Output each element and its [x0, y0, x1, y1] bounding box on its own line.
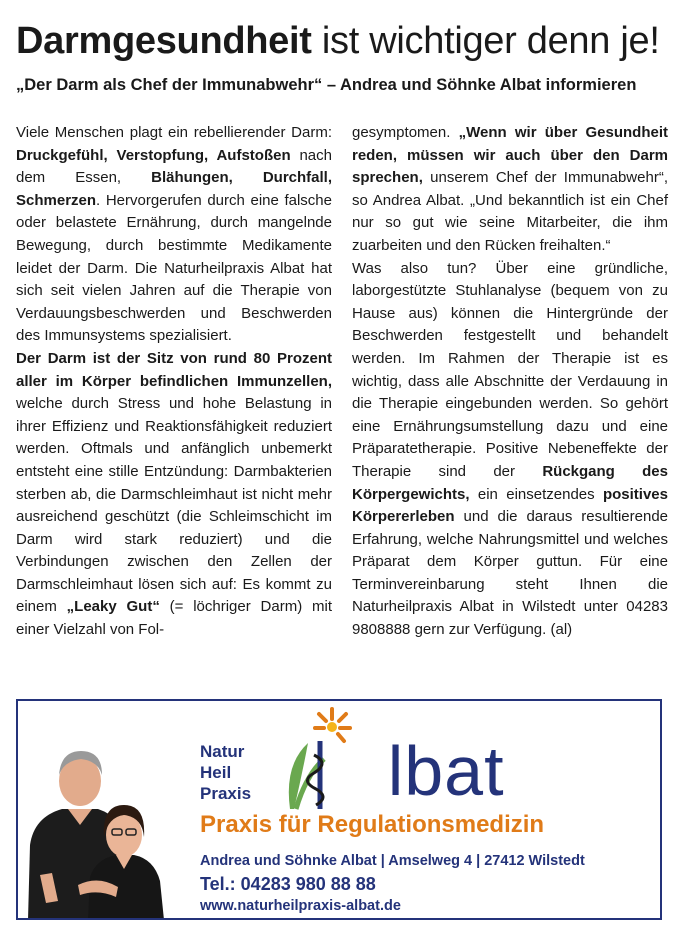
logo-word: lbat	[387, 732, 505, 810]
advertisement-box	[16, 699, 662, 920]
text: nach dem Essen,	[16, 146, 332, 187]
bold-text: „Wenn wir über Gesundheit reden, müssen wir auch über den Darm sprechen,	[352, 124, 669, 187]
logo-word: Natur	[200, 742, 245, 761]
text: gesymptomen.	[352, 124, 459, 141]
article-title	[16, 18, 676, 64]
practitioners-photo	[18, 725, 186, 920]
paragraph	[16, 122, 332, 348]
column-left	[16, 122, 332, 642]
bold-text: Rückgang des Körpergewichts,	[352, 462, 668, 503]
text: ein einsetzendes	[469, 485, 603, 503]
text: welche durch Stress und hohe Belastung in ihrer Effizienz und Reaktionsfähigkeit reduziert werden. Oftmals und anfänglich unbemerkt entsteht eine stille Entzündung: Darmbakterien sterben ab, die Darmschleimhaut ist nicht mehr ausreichend geschützt (die Schleimschicht im Darm wird stark reduziert) und die Verbindungen zwischen den Zellen der Darmschleimhaut lösen sich auf: Es kommt zu einem	[16, 395, 332, 616]
title-bold: Darmgesundheit	[16, 20, 312, 62]
text: Was also tun? Über eine gründliche, laborgestützte Stuhlanalyse (bequem von zu Hause aus) können die Hintergründe der Beschwerden festgestellt und behandelt werden. Im Rahmen der Therapie ist es wichtig, dass alle Abschnitte der Verdauung in die Therapie eingebunden werden. So gehört eine Ernährungsumstellung dazu und eine Präparatetherapie. Positive Nebeneffekte der Therapie sind der	[352, 259, 668, 480]
logo-word: Praxis	[200, 784, 252, 803]
paragraph	[16, 348, 332, 642]
logo-natur-heil-praxis	[200, 741, 251, 804]
logo-albat	[340, 731, 505, 811]
logo-word: Heil	[200, 763, 232, 782]
bold-text: Blähungen, Durchfall, Schmerzen	[16, 169, 333, 209]
bold-text: „Leaky Gut“	[66, 598, 160, 616]
bold-text: Druckgefühl, Verstopfung, Aufstoßen	[16, 146, 291, 164]
text: unserem Chef der Immunabwehr“, so Andrea Albat. „Und bekanntlich ist ein Chef nur so gut wie seine Mitarbeiter, die ihm zuarbeiten und den Rücken freihalten.“	[352, 169, 668, 254]
paragraph	[352, 258, 668, 642]
column-right	[352, 122, 668, 642]
phone-number: Tel.: 04283 980 88 88	[200, 874, 376, 894]
bold-text: Der Darm ist der Sitz von rund 80 Prozent aller im Körper befindlichen Immunzellen,	[16, 349, 332, 390]
address: Andrea und Söhnke Albat | Amselweg 4 | 27412 Wilstedt	[200, 853, 585, 869]
tagline: Praxis für Regulationsmedizin	[200, 811, 545, 838]
website-link[interactable]: www.naturheilpraxis-albat.de	[200, 898, 401, 914]
article-subtitle: „Der Darm als Chef der Immunabwehr“ – Andrea und Söhnke Albat informieren	[16, 76, 637, 94]
title-rest: ist wichtiger denn je!	[311, 20, 660, 62]
paragraph	[352, 122, 668, 258]
bold-text: positives Körpererleben	[352, 485, 668, 526]
text: . Hervorgerufen durch eine falsche oder belastete Ernährung, durch mangelnde Bewegung, durch bestimmte Medikamente leidet der Darm. Die Naturheilpraxis Albat hat sich seit vielen Jahren auf die Therapie von Verdauungsbeschwerden und Beschwerden des Immunsystems spezialisiert.	[16, 191, 332, 345]
text: Viele Menschen plagt ein rebellierender Darm:	[16, 124, 332, 141]
text: und die daraus resultierende Erfahrung, welche Nahrungsmittel und welches Präparat dem Körper guttun. Für eine Terminvereinbarung steht Ihnen die Naturheilpraxis Albat in Wilstedt unter 04283 9808888 gern zur Verfügung. (al)	[352, 508, 668, 639]
text: (= löchriger Darm) mit einer Vielzahl von Fol-	[16, 598, 333, 639]
